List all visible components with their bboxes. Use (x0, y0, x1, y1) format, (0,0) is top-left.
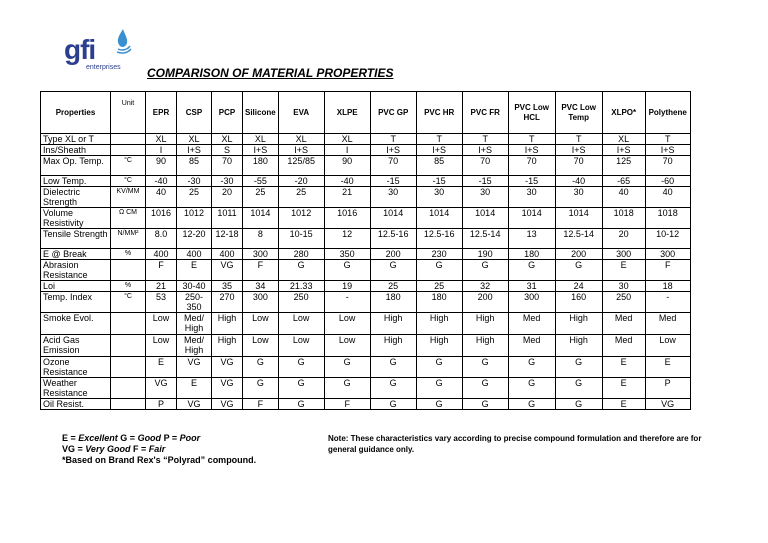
table-cell: Med (508, 335, 555, 357)
header-material: Polythene (645, 92, 690, 134)
page-title: COMPARISON OF MATERIAL PROPERTIES (147, 66, 394, 80)
table-cell: G (462, 357, 508, 378)
table-cell: 30 (555, 187, 602, 208)
table-cell: G (370, 378, 416, 399)
table-cell: 125/85 (278, 156, 324, 176)
table-cell: 21 (324, 187, 370, 208)
table-cell: I+S (370, 145, 416, 156)
table-cell: 300 (645, 249, 690, 260)
table-cell: 30 (370, 187, 416, 208)
table-cell: 25 (416, 281, 462, 292)
table-cell: G (324, 357, 370, 378)
table-cell: 280 (278, 249, 324, 260)
table-cell: G (416, 399, 462, 410)
table-row (41, 357, 691, 378)
row-label: Temp. Index (41, 292, 111, 313)
table-row (41, 134, 691, 145)
table-cell: F (243, 260, 279, 281)
table-cell: -40 (146, 176, 177, 187)
row-unit (111, 378, 146, 399)
row-unit (111, 399, 146, 410)
table-cell: -15 (508, 176, 555, 187)
table-cell: S (212, 145, 243, 156)
table-cell: High (555, 335, 602, 357)
table-row (41, 176, 691, 187)
table-cell: VG (146, 378, 177, 399)
table-cell: F (645, 260, 690, 281)
table-cell: 12 (324, 229, 370, 249)
table-cell: P (645, 378, 690, 399)
table-cell: Low (243, 313, 279, 335)
table-cell: 12.5-14 (462, 229, 508, 249)
table-cell: Med (645, 313, 690, 335)
table-cell: 1014 (555, 208, 602, 229)
table-cell: F (243, 399, 279, 410)
table-cell: 70 (370, 156, 416, 176)
table-cell: 400 (177, 249, 212, 260)
row-label: Abrasion Resistance (41, 260, 111, 281)
table-cell: G (324, 260, 370, 281)
table-cell: G (462, 378, 508, 399)
table-cell: Low (324, 313, 370, 335)
table-cell: 1014 (370, 208, 416, 229)
table-cell: 1012 (177, 208, 212, 229)
table-cell: 180 (370, 292, 416, 313)
table-cell: Med (508, 313, 555, 335)
table-cell: 31 (508, 281, 555, 292)
table-cell: F (324, 399, 370, 410)
guidance-note: Note: These characteristics vary according to precise compound formulation and therefore are for general guidance only. (328, 434, 702, 454)
table-cell: Med/ High (177, 313, 212, 335)
table-cell: 1014 (508, 208, 555, 229)
table-cell: G (243, 378, 279, 399)
table-row (41, 292, 691, 313)
table-cell: 19 (324, 281, 370, 292)
row-unit (111, 145, 146, 156)
table-cell: 25 (370, 281, 416, 292)
row-label: Tensile Strength (41, 229, 111, 249)
row-unit (111, 357, 146, 378)
table-cell: G (416, 357, 462, 378)
table-cell: 300 (243, 292, 279, 313)
legend (62, 433, 256, 466)
row-label: Type XL or T (41, 134, 111, 145)
table-cell: I+S (555, 145, 602, 156)
table-cell: F (146, 260, 177, 281)
row-label: Acid Gas Emission (41, 335, 111, 357)
table-cell: 200 (462, 292, 508, 313)
table-row (41, 281, 691, 292)
table-cell: I+S (177, 145, 212, 156)
table-cell: G (555, 357, 602, 378)
header-unit: Unit (111, 92, 146, 134)
table-body (41, 134, 691, 410)
table-cell: 1016 (324, 208, 370, 229)
table-row (41, 187, 691, 208)
table-cell: 21.33 (278, 281, 324, 292)
table-cell: XL (243, 134, 279, 145)
table-cell: 250 (278, 292, 324, 313)
table-cell: 1012 (278, 208, 324, 229)
table-cell: Med (602, 335, 645, 357)
table-cell: 70 (508, 156, 555, 176)
table-cell: High (462, 335, 508, 357)
legend-key: P = (161, 433, 180, 443)
table-cell: 12.5-14 (555, 229, 602, 249)
table-row (41, 145, 691, 156)
table-cell: G (370, 357, 416, 378)
legend-key: G = (117, 433, 138, 443)
table-cell: 125 (602, 156, 645, 176)
table-cell: 70 (645, 156, 690, 176)
table-cell: XL (324, 134, 370, 145)
table-cell: XL (602, 134, 645, 145)
table-row (41, 378, 691, 399)
table-cell: 10-15 (278, 229, 324, 249)
table-cell: 13 (508, 229, 555, 249)
legend-value: Fair (148, 444, 166, 454)
table-cell: 30 (602, 281, 645, 292)
row-unit (111, 260, 146, 281)
table-cell: High (212, 335, 243, 357)
table-cell: E (602, 399, 645, 410)
table-cell: XL (212, 134, 243, 145)
table-cell: 70 (212, 156, 243, 176)
row-label: Weather Resistance (41, 378, 111, 399)
table-cell: 70 (555, 156, 602, 176)
table-cell: 180 (243, 156, 279, 176)
table-cell: Low (324, 335, 370, 357)
table-row (41, 156, 691, 176)
table-cell: 20 (212, 187, 243, 208)
row-unit (111, 335, 146, 357)
table-cell: 180 (508, 249, 555, 260)
table-cell: G (370, 260, 416, 281)
table-cell: 200 (370, 249, 416, 260)
table-cell: G (370, 399, 416, 410)
header-material: PVC GP (370, 92, 416, 134)
table-cell: G (508, 378, 555, 399)
table-cell: E (602, 260, 645, 281)
legend-line-1 (62, 433, 256, 444)
table-cell: 160 (555, 292, 602, 313)
table-cell: T (416, 134, 462, 145)
table-cell: VG (212, 357, 243, 378)
table-cell: G (278, 357, 324, 378)
legend-key: VG = (62, 444, 86, 454)
table-cell: I+S (508, 145, 555, 156)
table-cell: G (462, 399, 508, 410)
table-cell: 300 (602, 249, 645, 260)
table-cell: 40 (602, 187, 645, 208)
table-header-row (41, 92, 691, 134)
table-cell: 20 (602, 229, 645, 249)
table-cell: 12-18 (212, 229, 243, 249)
table-cell: 400 (146, 249, 177, 260)
logo-text: gfi (64, 34, 96, 65)
logo-subtext: enterprises (86, 64, 121, 71)
header-material: Silicone (243, 92, 279, 134)
row-label: Max Op. Temp. (41, 156, 111, 176)
table-cell: G (243, 357, 279, 378)
table-cell: E (645, 357, 690, 378)
row-label: Smoke Evol. (41, 313, 111, 335)
legend-line-2 (62, 444, 256, 455)
table-cell: 190 (462, 249, 508, 260)
table-row (41, 249, 691, 260)
row-label: Ins/Sheath (41, 145, 111, 156)
table-cell: VG (177, 357, 212, 378)
table-cell: 24 (555, 281, 602, 292)
table-cell: 53 (146, 292, 177, 313)
table-cell: G (462, 260, 508, 281)
table-cell: 1016 (146, 208, 177, 229)
table-cell: 40 (645, 187, 690, 208)
table-cell: G (324, 378, 370, 399)
table-cell: Low (243, 335, 279, 357)
table-cell: 34 (243, 281, 279, 292)
gfi-logo (64, 28, 134, 74)
table-cell: 32 (462, 281, 508, 292)
table-cell: I+S (645, 145, 690, 156)
header-material: EVA (278, 92, 324, 134)
table-cell: T (370, 134, 416, 145)
table-cell: T (508, 134, 555, 145)
table-cell: XL (146, 134, 177, 145)
table-cell: High (416, 313, 462, 335)
header-properties: Properties (41, 92, 111, 134)
table-cell: -55 (243, 176, 279, 187)
table-cell: 90 (146, 156, 177, 176)
table-cell: I+S (416, 145, 462, 156)
table-cell: E (146, 357, 177, 378)
table-cell: G (508, 357, 555, 378)
legend-footnote: *Based on Brand Rex's “Polyrad” compound. (62, 455, 257, 465)
table-cell: 1014 (243, 208, 279, 229)
legend-key: E = (62, 433, 79, 443)
row-unit: % (111, 249, 146, 260)
table-cell: G (278, 378, 324, 399)
table-cell: High (370, 313, 416, 335)
table-cell: I (146, 145, 177, 156)
table-cell: 8 (243, 229, 279, 249)
row-unit (111, 313, 146, 335)
table-cell: 25 (177, 187, 212, 208)
row-unit: % (111, 281, 146, 292)
table-cell: I+S (602, 145, 645, 156)
header-material: PVC FR (462, 92, 508, 134)
table-cell: 30 (508, 187, 555, 208)
legend-value: Very Good (85, 444, 131, 454)
table-cell: 1014 (416, 208, 462, 229)
table-cell: - (324, 292, 370, 313)
table-cell: VG (212, 260, 243, 281)
table-cell: 270 (212, 292, 243, 313)
table-cell: G (555, 399, 602, 410)
table-row (41, 313, 691, 335)
table-cell: 30 (462, 187, 508, 208)
table-cell: -15 (462, 176, 508, 187)
table-cell: 35 (212, 281, 243, 292)
table-cell: 350 (324, 249, 370, 260)
row-unit: °C (111, 176, 146, 187)
row-unit: °C (111, 156, 146, 176)
table-cell: 180 (416, 292, 462, 313)
table-row (41, 229, 691, 249)
table-cell: P (146, 399, 177, 410)
table-cell: 250-350 (177, 292, 212, 313)
table-cell: 1011 (212, 208, 243, 229)
table-cell: G (508, 399, 555, 410)
table-cell: 1014 (462, 208, 508, 229)
row-label: Volume Resistivity (41, 208, 111, 229)
table-cell: E (177, 260, 212, 281)
table-cell: 1018 (602, 208, 645, 229)
row-unit: °C (111, 292, 146, 313)
table-cell: G (416, 260, 462, 281)
table-cell: 230 (416, 249, 462, 260)
header-material: XLPE (324, 92, 370, 134)
table-cell: 300 (243, 249, 279, 260)
table-cell: T (645, 134, 690, 145)
table-cell: G (278, 260, 324, 281)
table-cell: 1018 (645, 208, 690, 229)
table-cell: I+S (243, 145, 279, 156)
table-cell: -40 (555, 176, 602, 187)
table-cell: -60 (645, 176, 690, 187)
row-unit: Ω CM (111, 208, 146, 229)
row-label: Low Temp. (41, 176, 111, 187)
row-unit: N/MM² (111, 229, 146, 249)
table-cell: 30-40 (177, 281, 212, 292)
table-cell: Low (645, 335, 690, 357)
table-row (41, 208, 691, 229)
table-cell: 200 (555, 249, 602, 260)
table-row (41, 335, 691, 357)
header-material: PVC Low HCL (508, 92, 555, 134)
properties-table (40, 91, 691, 410)
header-material: PVC HR (416, 92, 462, 134)
legend-key: F = (130, 444, 149, 454)
table-cell: I+S (278, 145, 324, 156)
table-cell: Low (146, 313, 177, 335)
table-cell: -40 (324, 176, 370, 187)
table-cell: 12.5-16 (370, 229, 416, 249)
legend-value: Excellent (78, 433, 118, 443)
table-cell: High (416, 335, 462, 357)
table-cell: XL (177, 134, 212, 145)
table-cell: Low (278, 335, 324, 357)
table-cell: E (177, 378, 212, 399)
table-cell: Med (602, 313, 645, 335)
table-cell: 85 (416, 156, 462, 176)
table-cell: 85 (177, 156, 212, 176)
table-cell: 25 (243, 187, 279, 208)
table-cell: VG (177, 399, 212, 410)
flame-drop-icon (114, 28, 132, 54)
table-row (41, 260, 691, 281)
table-cell: High (555, 313, 602, 335)
header-material: CSP (177, 92, 212, 134)
legend-value: Good (137, 433, 162, 443)
table-cell: -15 (370, 176, 416, 187)
row-unit (111, 134, 146, 145)
row-label: Ozone Resistance (41, 357, 111, 378)
table-cell: T (462, 134, 508, 145)
table-cell: E (602, 378, 645, 399)
row-label: Loi (41, 281, 111, 292)
table-cell: G (278, 399, 324, 410)
table-cell: VG (212, 399, 243, 410)
table-cell: High (370, 335, 416, 357)
table-cell: High (212, 313, 243, 335)
legend-value: Poor (179, 433, 201, 443)
table-cell: -30 (212, 176, 243, 187)
table-cell: -30 (177, 176, 212, 187)
table-cell: 90 (324, 156, 370, 176)
table-cell: E (602, 357, 645, 378)
table-cell: I (324, 145, 370, 156)
table-cell: 25 (278, 187, 324, 208)
table-cell: T (555, 134, 602, 145)
table-cell: G (555, 260, 602, 281)
table-cell: VG (212, 378, 243, 399)
table-cell: 10-12 (645, 229, 690, 249)
table-cell: 30 (416, 187, 462, 208)
row-label: Dielectric Strength (41, 187, 111, 208)
table-cell: I+S (462, 145, 508, 156)
table-cell: G (508, 260, 555, 281)
table-row (41, 399, 691, 410)
header-material: PCP (212, 92, 243, 134)
table-cell: XL (278, 134, 324, 145)
table-cell: 8.0 (146, 229, 177, 249)
table-cell: Low (146, 335, 177, 357)
table-cell: High (462, 313, 508, 335)
table-cell: 40 (146, 187, 177, 208)
header-material: EPR (146, 92, 177, 134)
table-cell: -20 (278, 176, 324, 187)
table-cell: G (555, 378, 602, 399)
table-cell: 400 (212, 249, 243, 260)
table-cell: G (416, 378, 462, 399)
row-label: E @ Break (41, 249, 111, 260)
table-cell: - (645, 292, 690, 313)
header-material: PVC Low Temp (555, 92, 602, 134)
header-material: XLPO* (602, 92, 645, 134)
table-cell: Low (278, 313, 324, 335)
table-cell: 12-20 (177, 229, 212, 249)
table-cell: -65 (602, 176, 645, 187)
table-cell: 300 (508, 292, 555, 313)
table-cell: Med/ High (177, 335, 212, 357)
table-cell: 18 (645, 281, 690, 292)
table-cell: 12.5-16 (416, 229, 462, 249)
table-cell: VG (645, 399, 690, 410)
table-cell: 70 (462, 156, 508, 176)
table-cell: -15 (416, 176, 462, 187)
table-cell: 21 (146, 281, 177, 292)
table-cell: 250 (602, 292, 645, 313)
row-unit: KV/MM (111, 187, 146, 208)
row-label: Oil Resist. (41, 399, 111, 410)
